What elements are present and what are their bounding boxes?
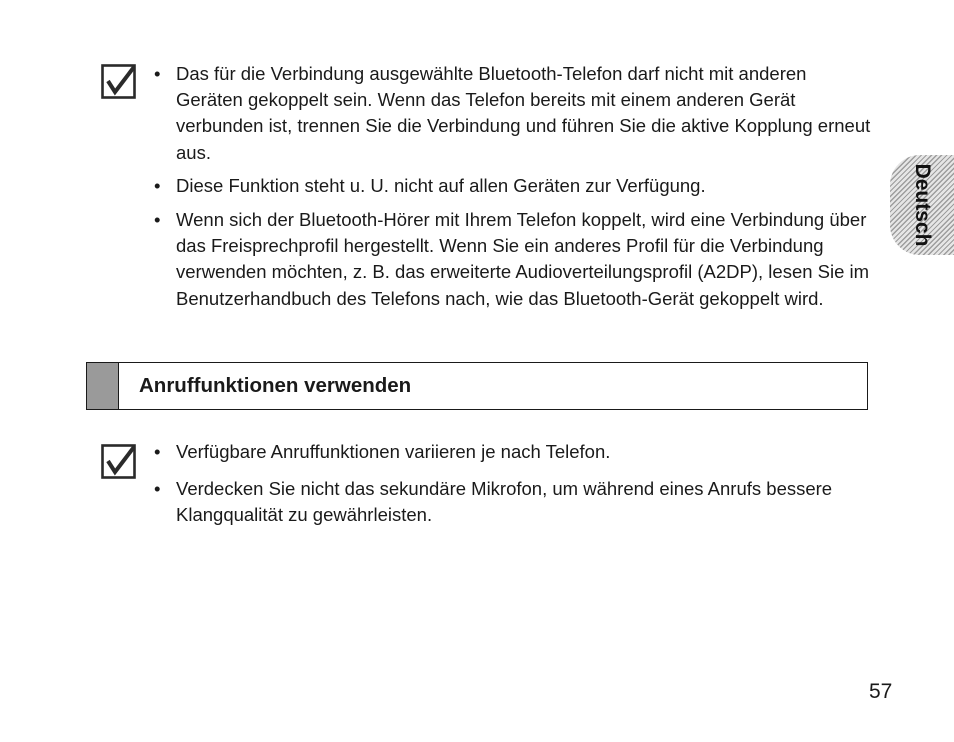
list-item: • Verdecken Sie nicht das sekundäre Mikrofon, um während eines Anrufs bessere Klangqualität zu gewährleisten. bbox=[152, 476, 872, 528]
checkbox-checked-icon bbox=[101, 444, 136, 479]
list-item: • Wenn sich der Bluetooth-Hörer mit Ihrem Telefon koppelt, wird eine Verbindung über das Freisprechprofil hergestellt. Wenn Sie ein anderes Profil für die Verbindung verwenden möchten, z. B. das erweiterte Audioverteilungsprofil (A2DP), lesen Sie im Benutzerhandbuch des Telefons nach, wie das Bluetooth-Gerät gekoppelt wird. bbox=[152, 207, 872, 312]
note-list-bottom bbox=[152, 439, 872, 528]
list-item: • Verfügbare Anruffunktionen variieren je nach Telefon. bbox=[152, 439, 872, 465]
section-header bbox=[86, 362, 868, 410]
list-item: • Diese Funktion steht u. U. nicht auf allen Geräten zur Verfügung. bbox=[152, 173, 872, 199]
language-tab-label: Deutsch bbox=[911, 163, 934, 247]
list-item: • Das für die Verbindung ausgewählte Bluetooth-Telefon darf nicht mit anderen Geräten gekoppelt sein. Wenn das Telefon bereits mit einem anderen Gerät verbunden ist, trennen Sie die Verbindung und führen Sie die aktive Kopplung erneut aus. bbox=[152, 61, 872, 166]
page-number: 57 bbox=[869, 680, 893, 703]
section-title: Anruffunktionen verwenden bbox=[139, 374, 412, 397]
checkbox-checked-icon bbox=[101, 64, 136, 99]
note-list-top bbox=[152, 61, 872, 312]
language-tab bbox=[890, 155, 954, 255]
section-marker bbox=[87, 363, 119, 409]
